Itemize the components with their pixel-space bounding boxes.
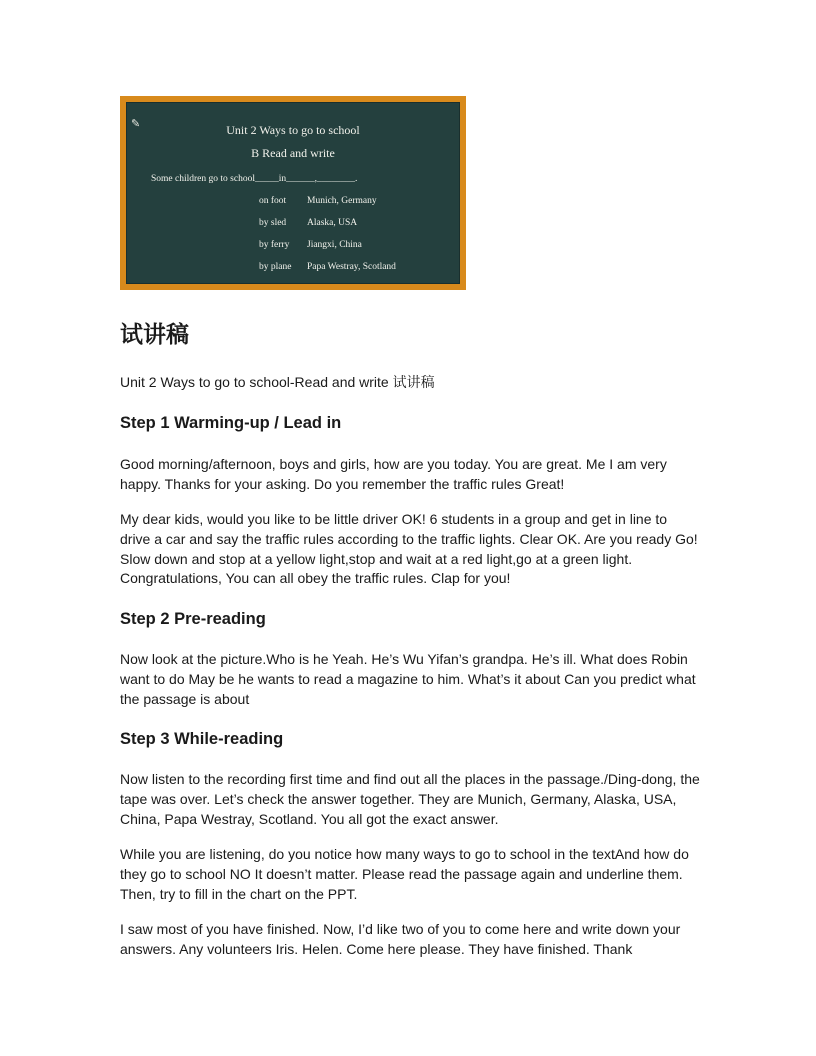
board-subtitle: B Read and write bbox=[251, 146, 335, 160]
chalkboard-surface bbox=[126, 102, 460, 284]
board-row-mode: by sled bbox=[259, 218, 287, 228]
board-row-place: Jiangxi, China bbox=[307, 240, 362, 250]
board-row-mode: by plane bbox=[259, 262, 292, 272]
board-row-place: Papa Westray, Scotland bbox=[307, 262, 396, 272]
chalkboard-image bbox=[120, 96, 466, 290]
document-subtitle: Unit 2 Ways to go to school-Read and write 试讲稿 bbox=[120, 374, 435, 390]
document-title: 试讲稿 bbox=[120, 322, 189, 348]
step-3-paragraph: Now listen to the recording first time and find out all the places in the passage./Ding-dong, the tape was over. Let’s check the answer together. They are Munich, Germany, Alaska, USA, China, Papa Westray, Scotland. You all got the exact answer. bbox=[120, 771, 700, 827]
board-row-mode: on foot bbox=[259, 196, 287, 206]
board-row-place: Munich, Germany bbox=[307, 196, 377, 206]
step-1-heading: Step 1 Warming-up / Lead in bbox=[120, 414, 342, 432]
step-3-paragraph: While you are listening, do you notice how many ways to go to school in the textAnd how do they go to school NO It doesn’t matter. Please read the passage again and underline them. Then, try to fill in the chart on the PPT. bbox=[120, 846, 689, 902]
step-3-paragraph: I saw most of you have finished. Now, I’d like two of you to come here and write down your answers. Any volunteers Iris. Helen. Come here please. They have finished. Thank bbox=[120, 921, 681, 957]
board-prompt: Some children go to school_____in______,________. bbox=[151, 174, 358, 184]
step-1-paragraph: Good morning/afternoon, boys and girls, how are you today. You are great. Me I am very happy. Thanks for your asking. Do you remember the traffic rules Great! bbox=[120, 456, 667, 492]
board-row-place: Alaska, USA bbox=[307, 218, 358, 228]
step-2-heading: Step 2 Pre-reading bbox=[120, 610, 266, 628]
step-2-paragraph: Now look at the picture.Who is he Yeah. He’s Wu Yifan’s grandpa. He’s ill. What does Robin want to do May be he wants to read a magazine to him. What’s it about Can you predict what the passage is about bbox=[120, 651, 696, 707]
step-3-heading: Step 3 While-reading bbox=[120, 730, 284, 748]
chalk-stick-icon: ✎ bbox=[131, 118, 141, 130]
step-1-paragraph: My dear kids, would you like to be little driver OK! 6 students in a group and get in line to drive a car and say the traffic rules according to the traffic lights. Clear OK. Are you ready Go! Slow down and stop at a yellow light,stop and wait at a red light,go at a green light. Congratulations, You can all obey the traffic rules. Clap for you! bbox=[120, 511, 698, 587]
board-row-mode: by ferry bbox=[259, 240, 290, 250]
board-title: Unit 2 Ways to go to school bbox=[226, 123, 360, 137]
